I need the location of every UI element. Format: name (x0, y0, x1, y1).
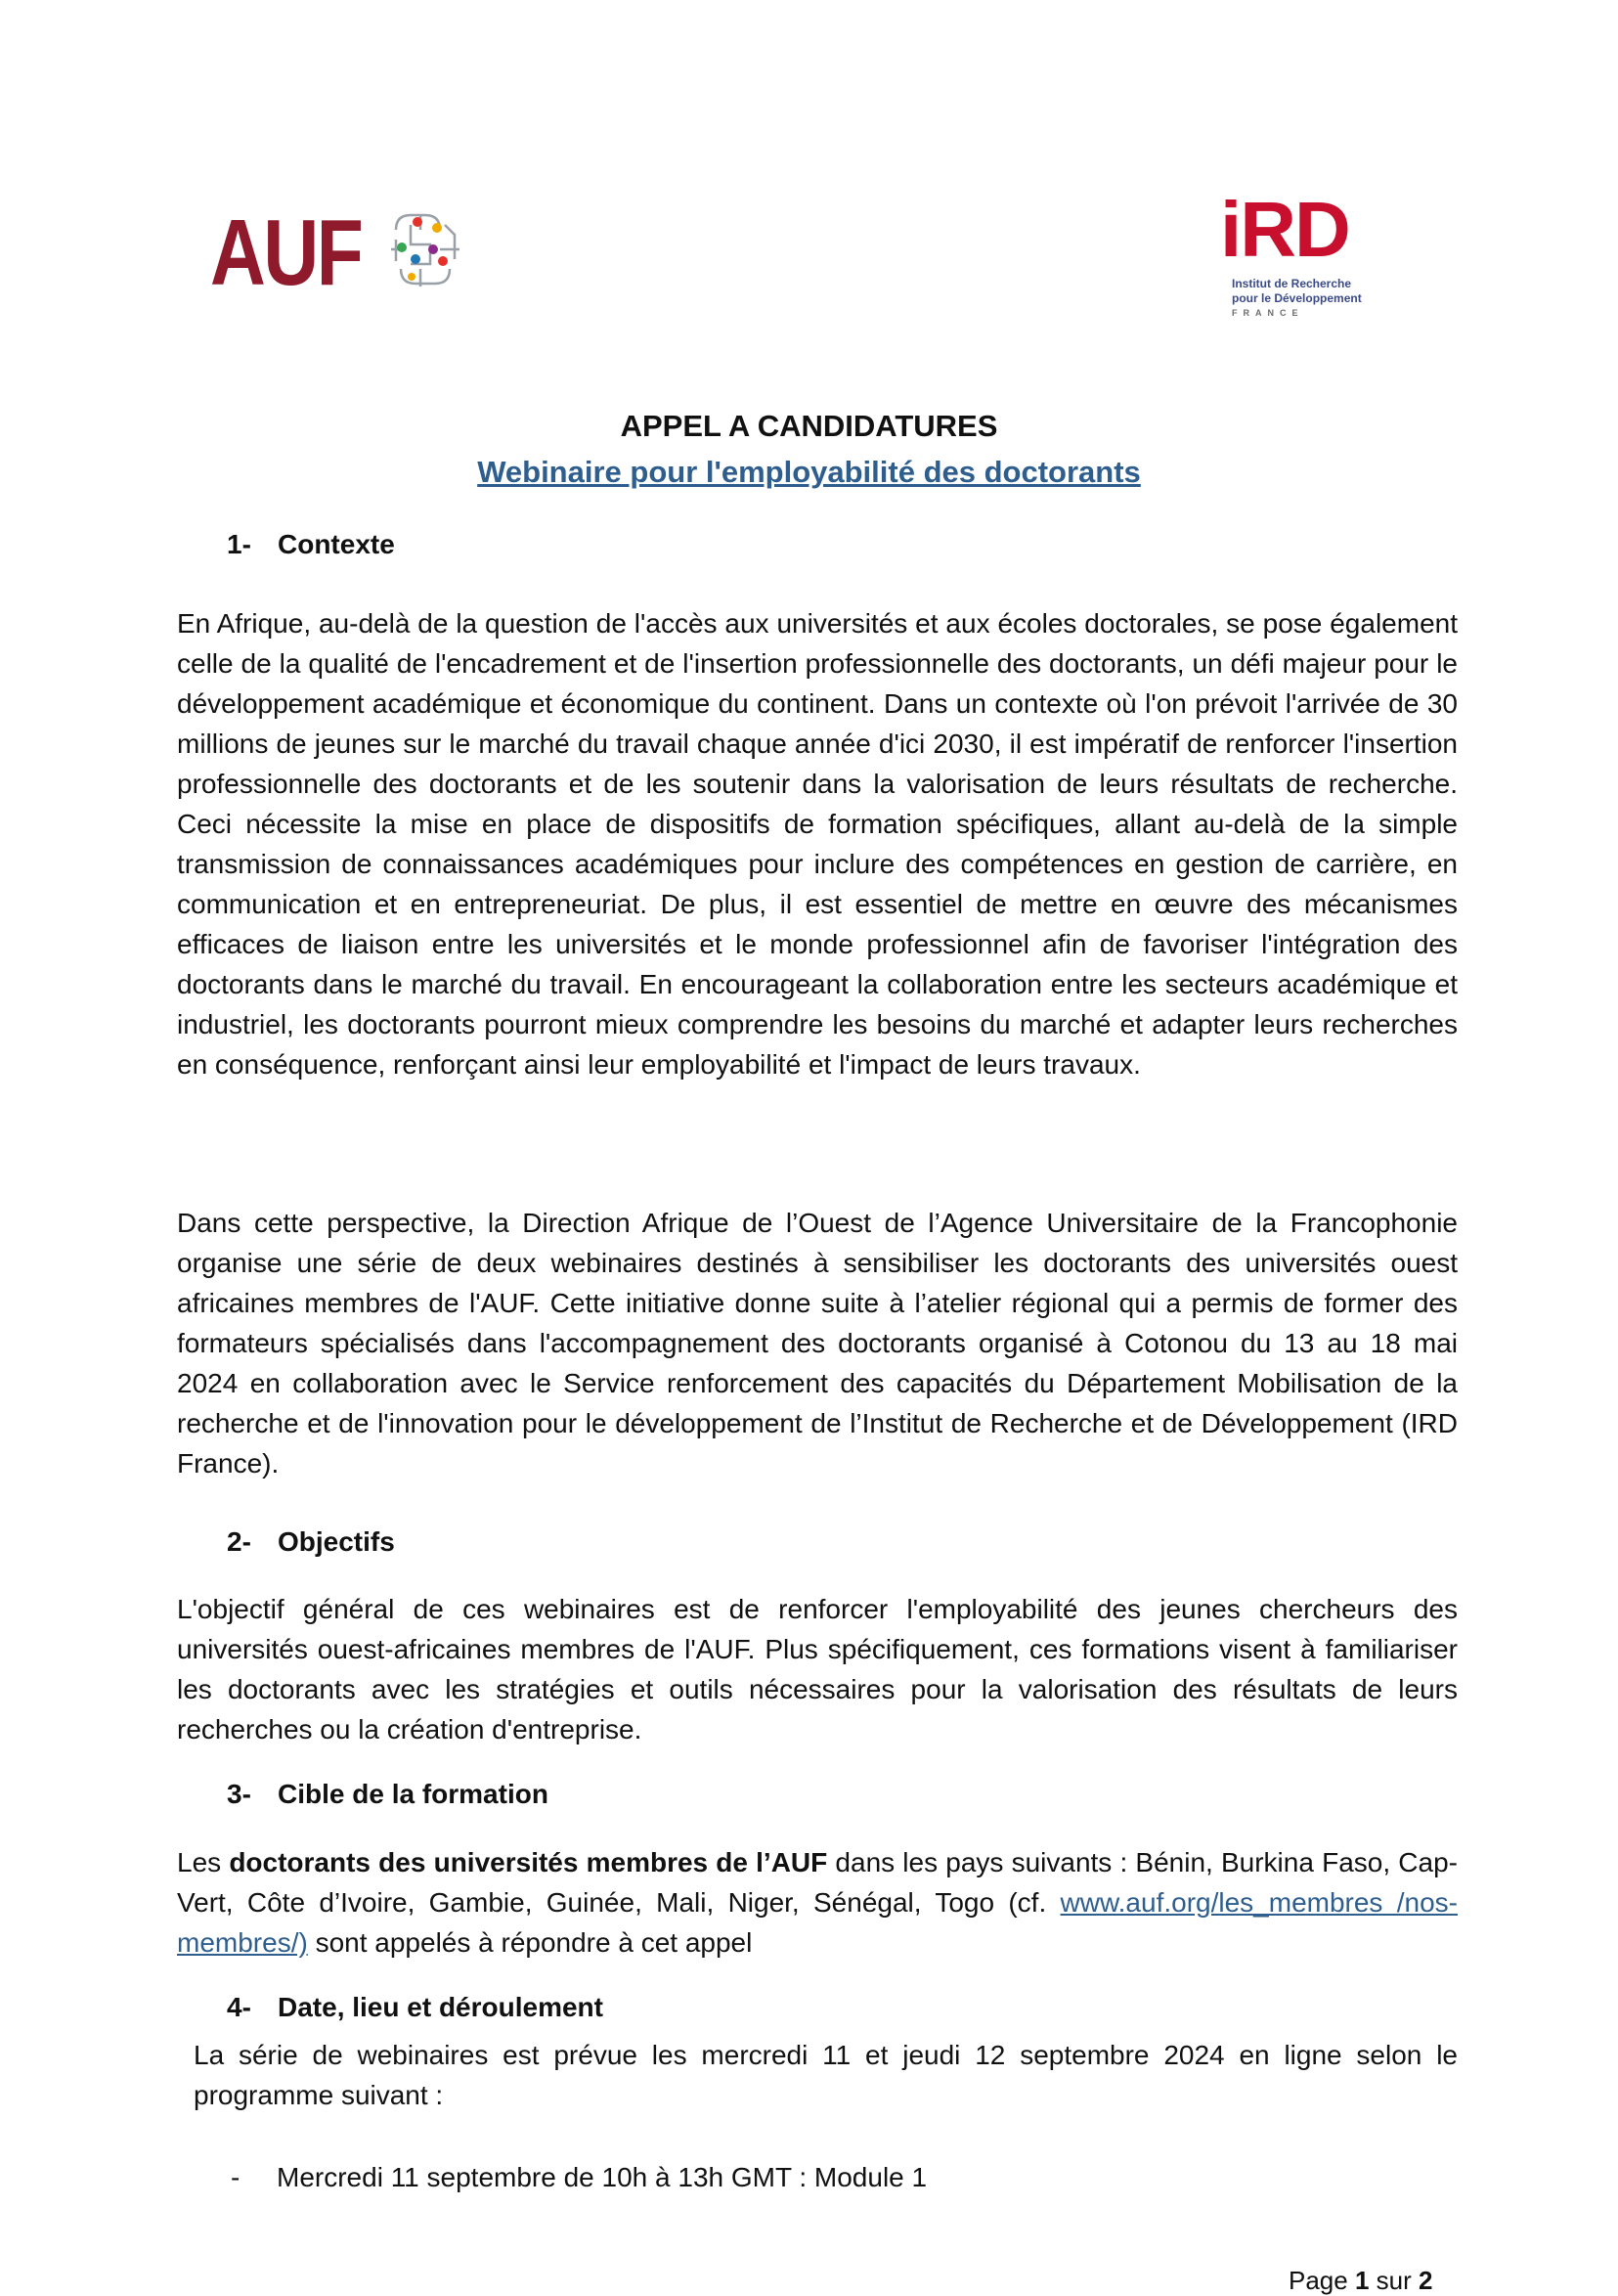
ird-logo-subtitle: Institut de Recherche pour le Développement FRANCE (1232, 277, 1362, 318)
section-2-paragraph: L'objectif général de ces webinaires est de renforcer l'employabilité des jeunes chercheurs des universités ouest-africaines membres de l'AUF. Plus spécifiquement, ces formations visent à familiariser les doctorants avec les stratégies et outils nécessaires pour la valorisation des résultats de leurs recherches ou la création d'entreprise. (177, 1594, 1458, 1744)
auf-members-link[interactable]: www.auf.org/les_membres /nos-membres/) (177, 1887, 1458, 1958)
auf-network-icon (376, 200, 474, 298)
page-title: APPEL A CANDIDATURES (620, 409, 998, 443)
auf-logo (210, 200, 474, 308)
ird-logo-text: iRD (1220, 186, 1349, 273)
section-2-heading: 2- Objectifs (227, 1526, 395, 1557)
schedule-bullet-marker: - (231, 2162, 241, 2192)
section-1-heading: 1- Contexte (227, 529, 395, 559)
section-1-paragraph-2: Dans cette perspective, la Direction Afrique de l’Ouest de l’Agence Universitaire de la Francophonie organise une série de deux webinaires destinés à sensibiliser les doctorants des universités ouest africaines membres de l'AUF. Cette initiative donne suite à l’atelier régional qui a permis de former des formateurs spécialisés dans l'accompagnement des doctorants organisé à Cotonou du 13 au 18 mai 2024 en collaboration avec le Service renforcement des capacités du Département Mobilisation de la recherche et de l'innovation pour le développement de l’Institut de Recherche et de Développement (IRD France). (177, 1208, 1458, 1479)
target-audience-bold: doctorants des universités membres de l’AUF (229, 1847, 828, 1877)
section-3-heading: 3- Cible de la formation (227, 1779, 548, 1809)
section-4-paragraph: La série de webinaires est prévue les mercredi 11 et jeudi 12 septembre 2024 en ligne selon le programme suivant : (194, 2040, 1458, 2110)
section-4-heading: 4- Date, lieu et déroulement (227, 1992, 603, 2022)
schedule-item-1: Mercredi 11 septembre de 10h à 13h GMT : Module 1 (277, 2162, 928, 2192)
section-1-paragraph-1: En Afrique, au-delà de la question de l'accès aux universités et aux écoles doctorales, se pose également celle de la qualité de l'encadrement et de l'insertion professionnelle des doctorants, un défi majeur pour le développement académique et économique du continent. Dans un contexte où l'on prévoit l'arrivée de 30 millions de jeunes sur le marché du travail chaque année d'ici 2030, il est impératif de renforcer l'insertion professionnelle des doctorants et de les soutenir dans la valorisation de leurs résultats de recherche. Ceci nécessite la mise en place de dispositifs de formation spécifiques, allant au-delà de la simple transmission de connaissances académiques pour inclure des compétences en gestion de carrière, en communication et en entrepreneuriat. De plus, il est essentiel de mettre en œuvre des mécanismes efficaces de liaison entre les universités et le monde professionnel afin de favoriser l'intégration des doctorants dans le marché du travail. En encourageant la collaboration entre les secteurs académique et industriel, les doctorants pourront mieux comprendre les besoins du marché et adapter leurs recherches en conséquence, renforçant ainsi leur employabilité et l'impact de leurs travaux. (177, 608, 1458, 1080)
page-subtitle: Webinaire pour l'employabilité des doctorants (477, 455, 1141, 489)
page-number-footer: Page 1 sur 2 (1289, 2266, 1433, 2295)
ird-logo (1203, 186, 1388, 337)
section-3-paragraph: Les doctorants des universités membres de l’AUF dans les pays suivants : Bénin, Burkina Faso, Cap-Vert, Côte d’Ivoire, Gambie, Guinée, Mali, Niger, Sénégal, Togo (cf. www.auf.org/les_membres /nos-membres/) sont appelés à répondre à cet appel (177, 1847, 1458, 1958)
auf-logo-text: AUF (210, 200, 362, 305)
